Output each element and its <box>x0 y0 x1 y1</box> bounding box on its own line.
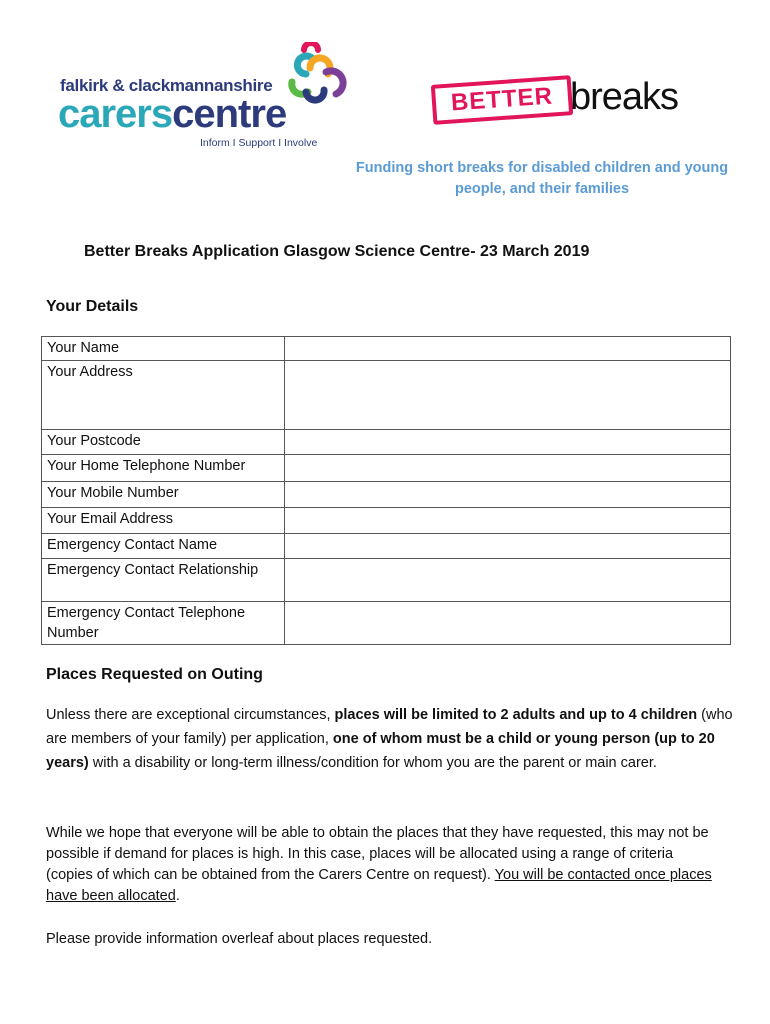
better-badge <box>431 75 573 125</box>
allocation-paragraph <box>46 823 714 907</box>
p1-text-3: with a disability or long-term illness/condition for whom you are the parent or main carer. <box>88 755 657 771</box>
p1-text-2: (who are members of your family) per application, <box>46 707 733 747</box>
p2-text-1: While we hope that everyone will be able to obtain the places that they have requested, this may not be possible if demand for places is high. In this case, places will be allocated using a range of criteria (copies of which can be obtained from the Carers Centre on request). <box>46 825 709 883</box>
p1-bold-limit: places will be limited to 2 adults and up to 4 children <box>334 707 698 723</box>
field-label: Your Name <box>42 337 285 361</box>
page-title: Better Breaks Application Glasgow Science Centre- 23 March 2019 <box>84 243 590 260</box>
table-row <box>42 455 731 482</box>
your-details-heading: Your Details <box>46 298 139 315</box>
carers-centre-emblem-icon <box>282 42 362 114</box>
field-label: Emergency Contact Name <box>42 534 285 559</box>
field-label: Your Email Address <box>42 508 285 534</box>
p1-text-1: Unless there are exceptional circumstances, <box>46 707 335 723</box>
p1-bold-eligibility: one of whom must be a child or young person (up to 20 years) <box>46 731 715 771</box>
table-row <box>42 508 731 534</box>
your-details-table <box>41 336 731 645</box>
better-breaks-logo <box>432 74 702 128</box>
table-row <box>42 430 731 455</box>
table-row <box>42 337 731 361</box>
carers-logo-region-text: falkirk & clackmannanshire <box>60 76 273 95</box>
field-label: Emergency Contact Relationship <box>42 559 285 602</box>
carers-logo-word-carers: carers <box>58 92 173 136</box>
field-label: Emergency Contact Telephone Number <box>42 602 285 645</box>
your-postcode-field[interactable] <box>284 430 730 455</box>
table-row <box>42 602 731 645</box>
carers-logo-tagline: Inform I Support I Involve <box>200 137 318 149</box>
email-address-field[interactable] <box>284 508 730 534</box>
carers-logo-word-centre: centre <box>172 92 287 136</box>
table-row <box>42 482 731 508</box>
emergency-contact-telephone-field[interactable] <box>284 602 730 645</box>
emergency-contact-relationship-field[interactable] <box>284 559 730 602</box>
table-row <box>42 534 731 559</box>
overleaf-instruction: Please provide information overleaf about places requested. <box>46 931 433 947</box>
table-row <box>42 361 731 430</box>
field-label: Your Home Telephone Number <box>42 455 285 482</box>
carers-logo-wordmark <box>58 92 286 136</box>
p2-underlined-notice: You will be contacted once places have been allocated <box>46 867 712 904</box>
your-address-field[interactable] <box>284 361 730 430</box>
breaks-wordmark: breaks <box>570 76 679 118</box>
field-label: Your Address <box>42 361 285 430</box>
p2-text-2: . <box>175 888 180 904</box>
carers-centre-logo <box>58 42 358 154</box>
your-name-field[interactable] <box>284 337 730 361</box>
places-requested-heading: Places Requested on Outing <box>46 666 263 683</box>
table-row <box>42 559 731 602</box>
field-label: Your Postcode <box>42 430 285 455</box>
home-telephone-field[interactable] <box>284 455 730 482</box>
field-label: Your Mobile Number <box>42 482 285 508</box>
funding-tagline: Funding short breaks for disabled children and young people, and their families <box>355 160 729 197</box>
places-limit-paragraph <box>46 703 752 775</box>
better-badge-text: BETTER <box>450 82 554 117</box>
emergency-contact-name-field[interactable] <box>284 534 730 559</box>
mobile-number-field[interactable] <box>284 482 730 508</box>
